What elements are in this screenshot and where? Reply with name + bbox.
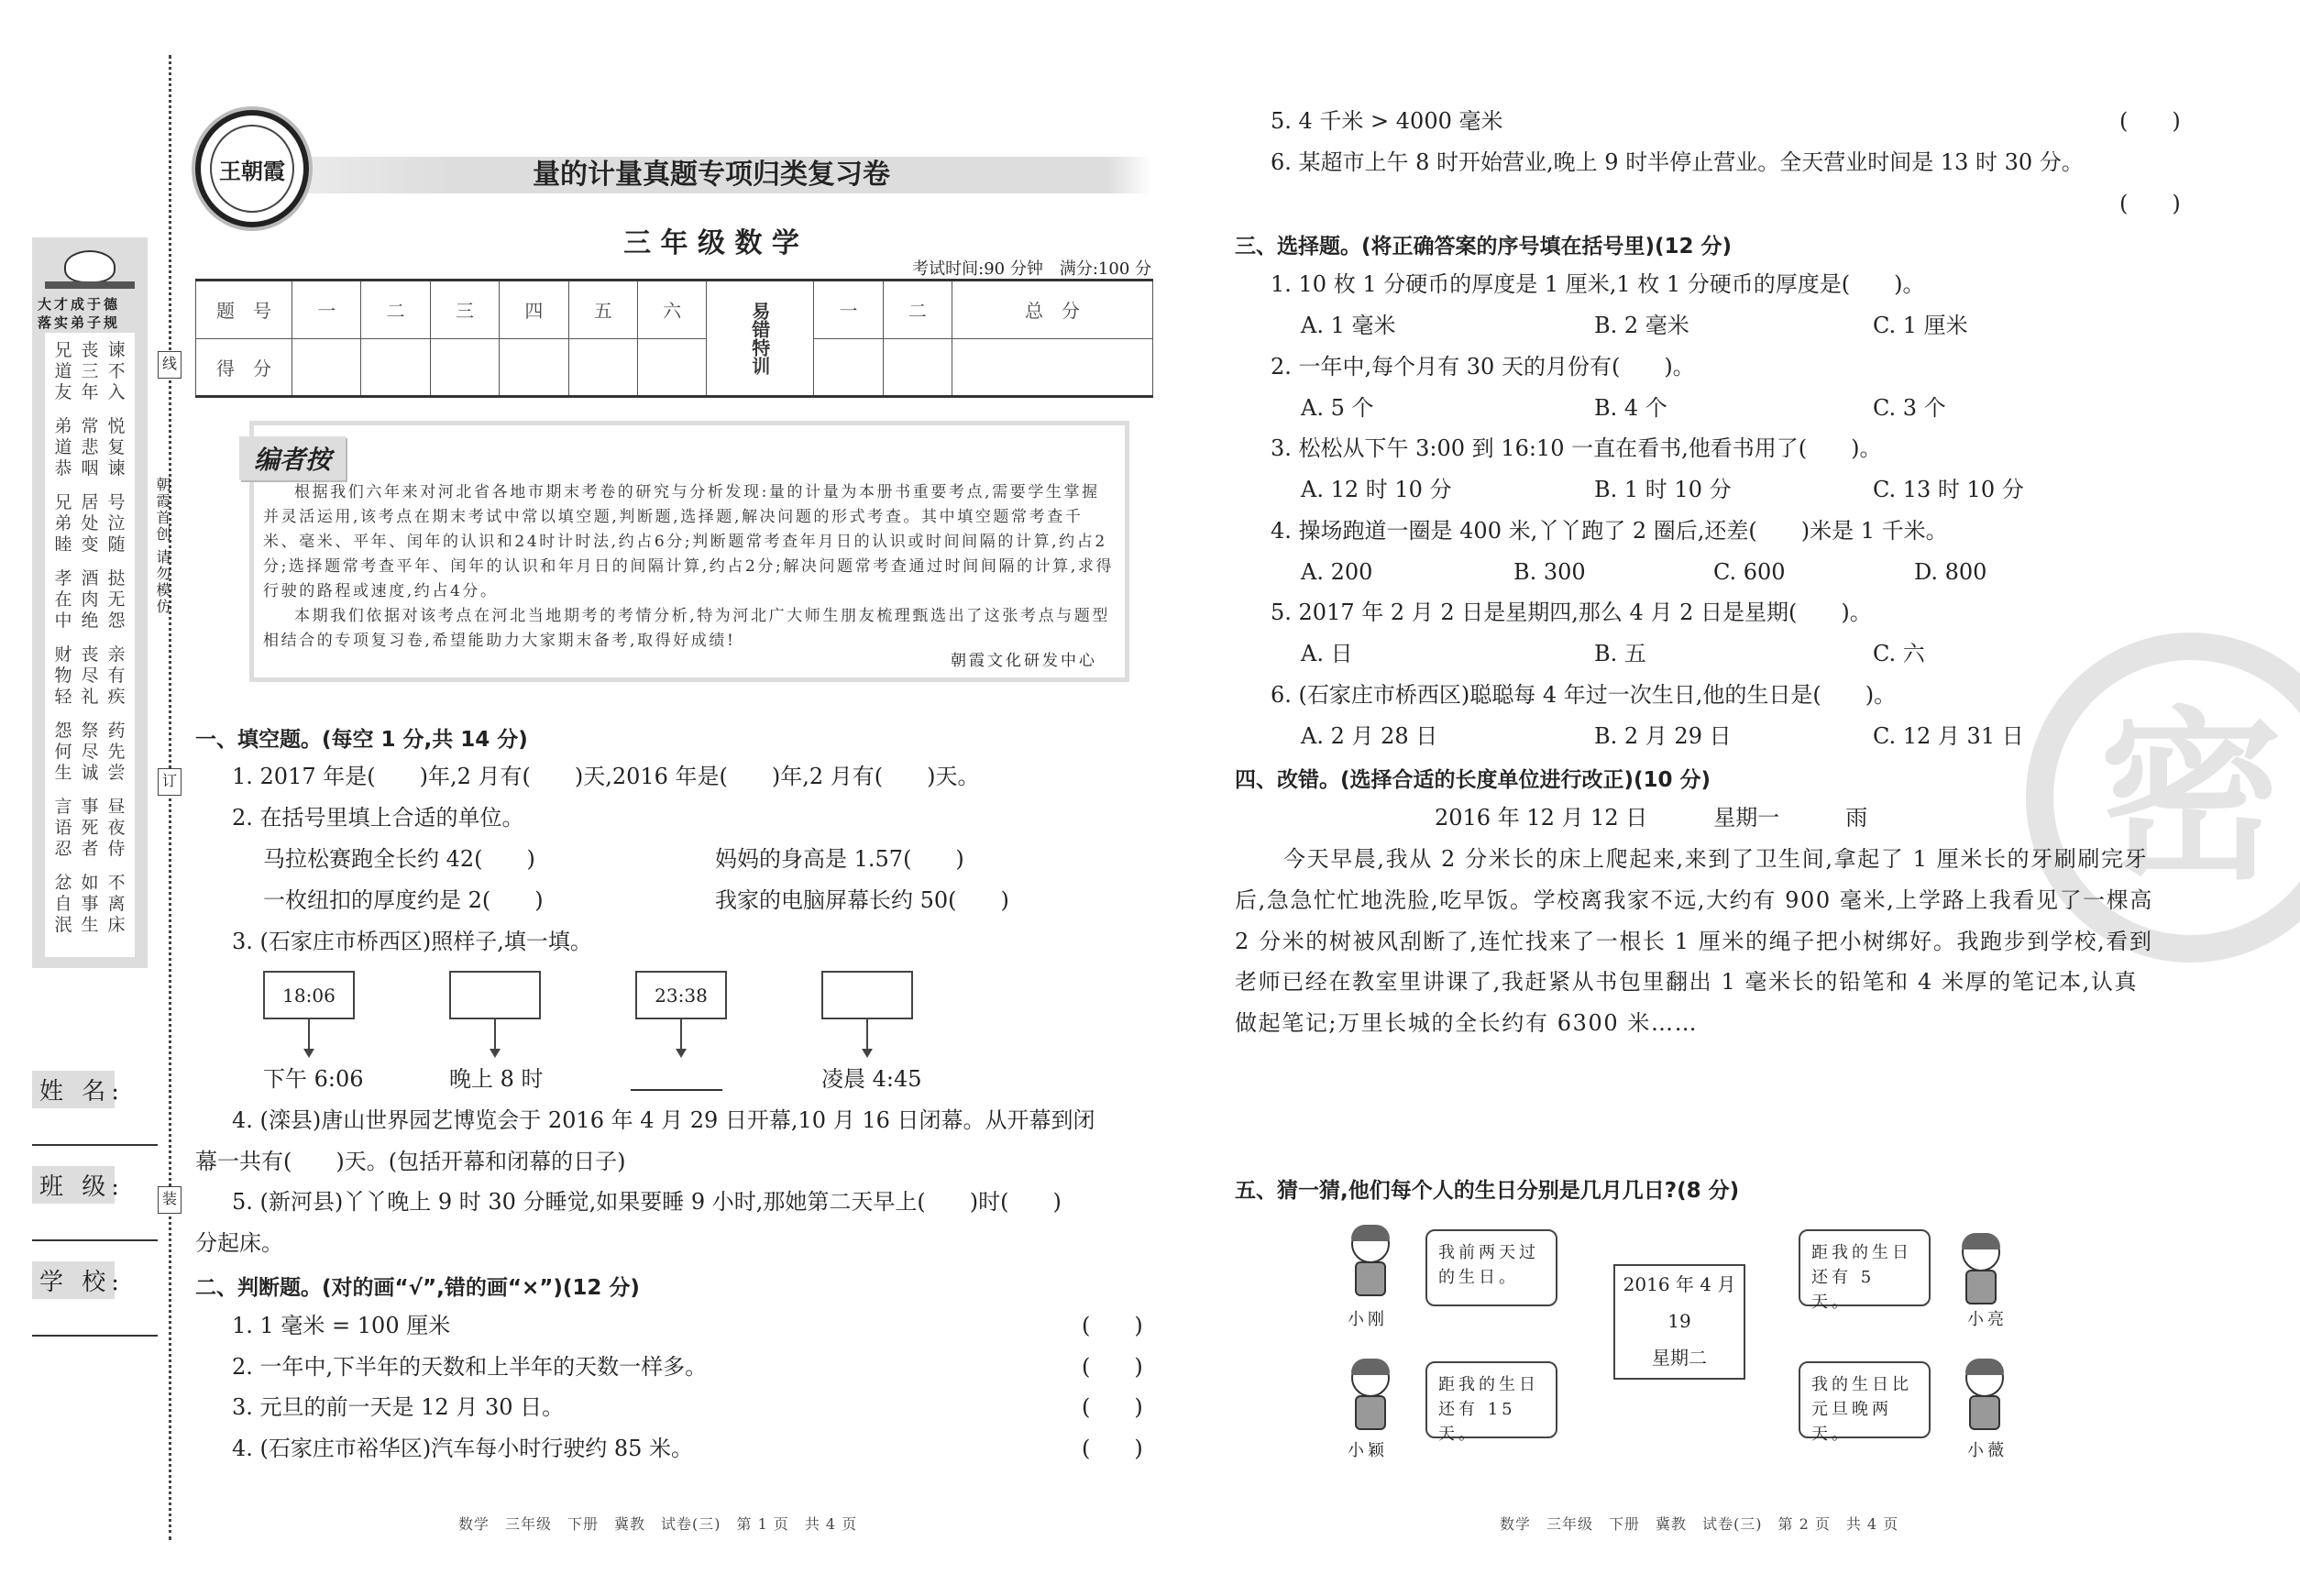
question: 3. (石家庄市桥西区)照样子,填一填。 [232, 929, 592, 954]
cartoon-student-icon [64, 250, 116, 283]
choice-option[interactable]: C. 600 [1713, 558, 1786, 585]
calendar-day: 19 [1667, 1310, 1691, 1332]
calendar-month: 2016 年 4 月 [1623, 1273, 1736, 1295]
time-label: 下午 6:06 [263, 1066, 364, 1092]
section2-heading: 二、判断题。(对的画“√”,错的画“×”)(12 分) [195, 1276, 640, 1300]
copyright-notice: 朝霞首创 请勿模仿 [154, 477, 171, 616]
choice-option[interactable]: A. 1 毫米 [1301, 313, 1396, 338]
note-paragraph: 根据我们六年来对河北省各地市期末考卷的研究与分析发现:量的计量为本册书重要考点,需要学生掌握并灵活运用,该考点在期末考试中常以填空题,判断题,选择题,解决问题的形式考查。其中填空题常考查千米、毫米、平年、闰年的认识和24时计时法,约占6分;判断题常考查年月日的认识或时间间隔的计算,约占2分;选择题常考查平年、闰年的认识和年月日的间隔计算,约占2分;解决问题常考查通过时间间隔的计算,求得行驶的路程或速度,约占4分。 [263, 483, 1115, 600]
poem-row: 物尽有 [54, 666, 135, 686]
name-label: 姓 名: [32, 1071, 115, 1108]
editor-note-tag: 编者按 [239, 436, 346, 480]
class-label: 班 级: [32, 1166, 115, 1204]
time-box: 18:06 [263, 971, 355, 1019]
page-title: 量的计量真题专项归类复习卷 [533, 159, 890, 191]
question: 1. 2017 年是( )年,2 月有( )天,2016 年是( )年,2 月有( )天。 [232, 764, 980, 789]
school-input[interactable] [32, 1335, 158, 1337]
speech-bubble: 距我的生日还有 15 天。 [1425, 1361, 1557, 1438]
section1-heading: 一、填空题。(每空 1 分,共 14 分) [195, 728, 528, 752]
poem-row: 道悲复 [54, 437, 135, 457]
class-input[interactable] [32, 1239, 158, 1241]
choice-question: 5. 2017 年 2 月 2 日是星期四,那么 4 月 2 日是星期( )。 [1271, 600, 1872, 626]
poem-stanza [45, 797, 135, 860]
editor-note [249, 421, 1129, 682]
poem-row: 泯生床 [54, 915, 135, 935]
choice-question: 6. (石家庄市桥西区)聪聪每 4 年过一次生日,他的生日是( )。 [1271, 682, 1897, 708]
poem-stanza [45, 492, 135, 556]
poem-row: 弟处泣 [54, 513, 135, 534]
diary-line: 做起笔记;万里长城的全长约有 6300 米…… [1235, 1010, 1699, 1036]
name-input[interactable] [32, 1144, 158, 1146]
diary-header: 2016 年 12 月 12 日 星期一 雨 [1435, 805, 1868, 831]
col-header: 三 [430, 281, 499, 339]
choice-option[interactable]: C. 六 [1873, 641, 1925, 667]
choice-option[interactable]: C. 13 时 10 分 [1873, 477, 2024, 503]
row-label: 得 分 [196, 338, 292, 397]
answer-blank[interactable] [631, 1089, 722, 1091]
col-header: 六 [637, 281, 706, 339]
question-cont: 分起床。 [195, 1230, 283, 1256]
score-cell[interactable] [568, 338, 637, 397]
poem-row: 弟常悦 [54, 416, 135, 436]
arrow-down-icon [680, 1019, 682, 1054]
choice-option[interactable]: D. 800 [1914, 558, 1987, 585]
score-cell[interactable] [500, 338, 568, 397]
unit-item: 妈妈的身高是 1.57( ) [715, 846, 964, 872]
choice-option[interactable]: A. 200 [1301, 558, 1373, 585]
poem-row: 中绝怨 [54, 611, 135, 631]
unit-item: 我家的电脑屏幕长约 50( ) [715, 887, 1009, 913]
diary-line: 后,急急忙忙地洗脸,吃早饭。学校离我家不远,大约有 900 毫米,上学路上我看见了一棵高 [1235, 887, 2153, 913]
poem-row: 兄丧谏 [54, 340, 135, 360]
boy-figure-icon [1342, 1225, 1399, 1298]
poem-stanza [45, 721, 135, 784]
score-cell[interactable] [430, 338, 499, 397]
time-label: 晚上 8 时 [449, 1066, 544, 1092]
poem-row: 睦变随 [54, 534, 135, 555]
choice-question: 1. 10 枚 1 分硬币的厚度是 1 厘米,1 枚 1 分硬币的厚度是( )。 [1271, 271, 1925, 297]
motto-line: 落实弟子规 [38, 314, 121, 331]
poem-row: 自事离 [54, 894, 135, 914]
poem-stanza [45, 340, 135, 403]
kid-name: 小刚 [1348, 1310, 1388, 1329]
col-header: 一 [814, 281, 883, 339]
choice-option[interactable]: B. 五 [1594, 641, 1646, 667]
time-box[interactable] [821, 971, 913, 1019]
choice-question: 2. 一年中,每个月有 30 天的月份有( )。 [1271, 353, 1695, 380]
question: 4. (滦县)唐山世界园艺博览会于 2016 年 4 月 29 日开幕,10 月 16 日闭幕。从开幕到闭 [232, 1107, 1095, 1133]
binding-mark-line: 线 [158, 351, 182, 379]
choice-option[interactable]: C. 3 个 [1873, 394, 1946, 421]
poem-stanza [45, 644, 135, 708]
answer-paren[interactable]: ( ) [1082, 1313, 1143, 1338]
time-box: 23:38 [635, 971, 727, 1019]
col-header: 四 [500, 281, 568, 339]
judge-item: 6. 某超市上午 8 时开始营业,晚上 9 时半停止营业。全天营业时间是 13 时 30 分。 [1271, 149, 2084, 175]
diary-line: 2 分米的树被风刮断了,连忙找来了一根长 1 厘米的绳子把小树绑好。我跑步到学校,看到 [1235, 929, 2153, 954]
choice-option[interactable]: B. 2 月 29 日 [1594, 723, 1732, 749]
answer-paren[interactable]: ( ) [1082, 1354, 1143, 1380]
note-signature: 朝霞文化研发中心 [951, 652, 1097, 670]
footer-left: 数学 三年级 下册 冀教 试卷(三) 第 1 页 共 4 页 [458, 1515, 858, 1533]
time-label: 凌晨 4:45 [821, 1066, 922, 1092]
choice-option[interactable]: A. 12 时 10 分 [1301, 477, 1452, 503]
note-paragraph: 本期我们依据对该考点在河北当地期考的考情分析,特为河北广大师生朋友梳理甄选出了这张考点与题型相结合的专项复习卷,希望能助力大家期末备考,取得好成绩! [263, 607, 1111, 650]
arrow-down-icon [308, 1019, 310, 1054]
choice-question: 4. 操场跑道一圈是 400 米,丫丫跑了 2 圈后,还差( )米是 1 千米。 [1271, 517, 1948, 544]
choice-option[interactable]: A. 2 月 28 日 [1301, 723, 1438, 749]
col-header: 二 [361, 281, 430, 339]
poem-stanza [45, 416, 135, 479]
poem-row: 友年入 [54, 382, 135, 402]
motto-line: 大才成于德 [38, 296, 121, 313]
col-header: 五 [568, 281, 637, 339]
judge-item: 4. (石家庄市裕华区)汽车每小时行驶约 85 米。 [232, 1436, 694, 1461]
poem-row: 孝酒挞 [54, 568, 135, 589]
judge-item: 2. 一年中,下半年的天数和上半年的天数一样多。 [232, 1354, 708, 1380]
poem-stanza [45, 873, 135, 936]
choice-option[interactable]: A. 日 [1301, 641, 1353, 667]
speech-bubble: 我前两天过的生日。 [1425, 1229, 1557, 1306]
calendar-weekday: 星期二 [1652, 1347, 1707, 1369]
speech-bubble: 距我的生日还有 5 天。 [1799, 1229, 1931, 1306]
answer-paren[interactable]: ( ) [1082, 1394, 1143, 1420]
sidebar-poem-panel [32, 237, 148, 968]
score-cell[interactable] [292, 338, 361, 397]
poem-row: 财丧亲 [54, 644, 135, 665]
arrow-down-icon [494, 1019, 496, 1054]
poem-row: 何尽先 [54, 742, 135, 762]
judge-item: 1. 1 毫米 = 100 厘米 [232, 1313, 451, 1338]
exam-info: 考试时间:90 分钟 满分:100 分 [912, 259, 1151, 279]
choice-option[interactable]: A. 5 个 [1301, 394, 1374, 421]
answer-paren[interactable]: ( ) [2119, 108, 2181, 134]
unit-item: 一枚纽扣的厚度约是 2( ) [263, 887, 544, 913]
unit-item: 马拉松赛跑全长约 42( ) [263, 846, 535, 872]
choice-option[interactable]: B. 1 时 10 分 [1594, 477, 1732, 503]
score-cell[interactable] [814, 338, 883, 397]
score-cell[interactable] [952, 338, 1153, 397]
subject-title: 三 年 级 数 学 [623, 227, 799, 259]
diary-line: 今天早晨,我从 2 分米长的床上爬起来,来到了卫生间,拿起了 1 厘米长的牙刷刷完牙 [1283, 846, 2149, 872]
poem-row: 忿如不 [54, 873, 135, 893]
poem-stanza [45, 568, 135, 632]
score-cell[interactable] [637, 338, 706, 397]
poem-row: 怨祭药 [54, 721, 135, 741]
question-cont: 幕一共有( )天。(包括开幕和闭幕的日子) [195, 1149, 626, 1174]
choice-option[interactable]: C. 1 厘米 [1873, 313, 1968, 338]
score-table [195, 279, 1153, 398]
diary-line: 老师已经在教室里讲课了,我赶紧从书包里翻出 1 毫米长的铅笔和 4 米厚的笔记本,认真 [1235, 969, 2139, 995]
choice-option[interactable]: B. 4 个 [1594, 394, 1667, 421]
choice-option[interactable]: B. 300 [1513, 558, 1586, 585]
col-header: 一 [292, 281, 361, 339]
poem-row: 兄居号 [54, 492, 135, 512]
poem-row: 在肉无 [54, 589, 135, 610]
kid-name: 小亮 [1967, 1310, 2008, 1329]
logo-text: 王朝霞 [210, 125, 294, 213]
kid-name: 小颖 [1348, 1441, 1388, 1460]
poem-row: 生诚尝 [54, 763, 135, 783]
section4-heading: 四、改错。(选择合适的长度单位进行改正)(10 分) [1235, 768, 1711, 792]
binding-mark-staple: 订 [158, 768, 182, 796]
editor-note-body [263, 480, 1116, 654]
question: 2. 在括号里填上合适的单位。 [232, 805, 524, 831]
judge-item: 3. 元旦的前一天是 12 月 30 日。 [232, 1394, 565, 1420]
judge-item: 5. 4 千米 > 4000 毫米 [1271, 108, 1503, 134]
calendar-card [1613, 1264, 1745, 1380]
answer-paren[interactable]: ( ) [1082, 1436, 1143, 1461]
question: 5. (新河县)丫丫晚上 9 时 30 分睡觉,如果要睡 9 小时,那她第二天早上( )时( ) [232, 1189, 1062, 1215]
choice-question: 3. 松松从下午 3:00 到 16:10 一直在看书,他看书用了( )。 [1271, 435, 1882, 462]
col-header: 总 分 [952, 281, 1153, 339]
answer-paren[interactable]: ( ) [2119, 191, 2181, 216]
kid-name: 小薇 [1967, 1441, 2008, 1460]
footer-right: 数学 三年级 下册 冀教 试卷(三) 第 2 页 共 4 页 [1500, 1515, 1899, 1533]
boy-figure-icon [1953, 1233, 2009, 1306]
poem-row: 轻礼疾 [54, 687, 135, 707]
choice-option[interactable]: C. 12 月 31 日 [1873, 723, 2024, 749]
poem-row: 忍者侍 [54, 839, 135, 859]
watermark-seal: 密 [2026, 633, 2300, 963]
speech-bubble: 我的生日比元旦晚两天。 [1799, 1361, 1931, 1438]
poem-row: 语死夜 [54, 818, 135, 838]
special-training-label: 易错特训 [707, 281, 814, 397]
girl-figure-icon [1342, 1359, 1399, 1432]
binding-line [169, 55, 171, 1540]
section3-heading: 三、选择题。(将正确答案的序号填在括号里)(12 分) [1235, 235, 1733, 259]
col-header: 二 [883, 281, 952, 339]
arrow-down-icon [866, 1019, 868, 1054]
poem-row: 道三不 [54, 361, 135, 381]
time-box[interactable] [449, 971, 541, 1019]
score-cell[interactable] [883, 338, 952, 397]
choice-option[interactable]: B. 2 毫米 [1594, 313, 1689, 338]
section5-heading: 五、猜一猜,他们每个人的生日分别是几月几日?(8 分) [1235, 1179, 1740, 1203]
row-label: 题 号 [196, 281, 292, 339]
poem-text [45, 333, 135, 957]
poem-row: 言事昼 [54, 797, 135, 817]
girl-figure-icon [1956, 1359, 2013, 1432]
school-label: 学 校: [32, 1261, 115, 1299]
poem-row: 恭咽谏 [54, 458, 135, 479]
score-cell[interactable] [361, 338, 430, 397]
desk-icon [45, 281, 135, 289]
binding-mark-bind: 装 [158, 1186, 182, 1214]
